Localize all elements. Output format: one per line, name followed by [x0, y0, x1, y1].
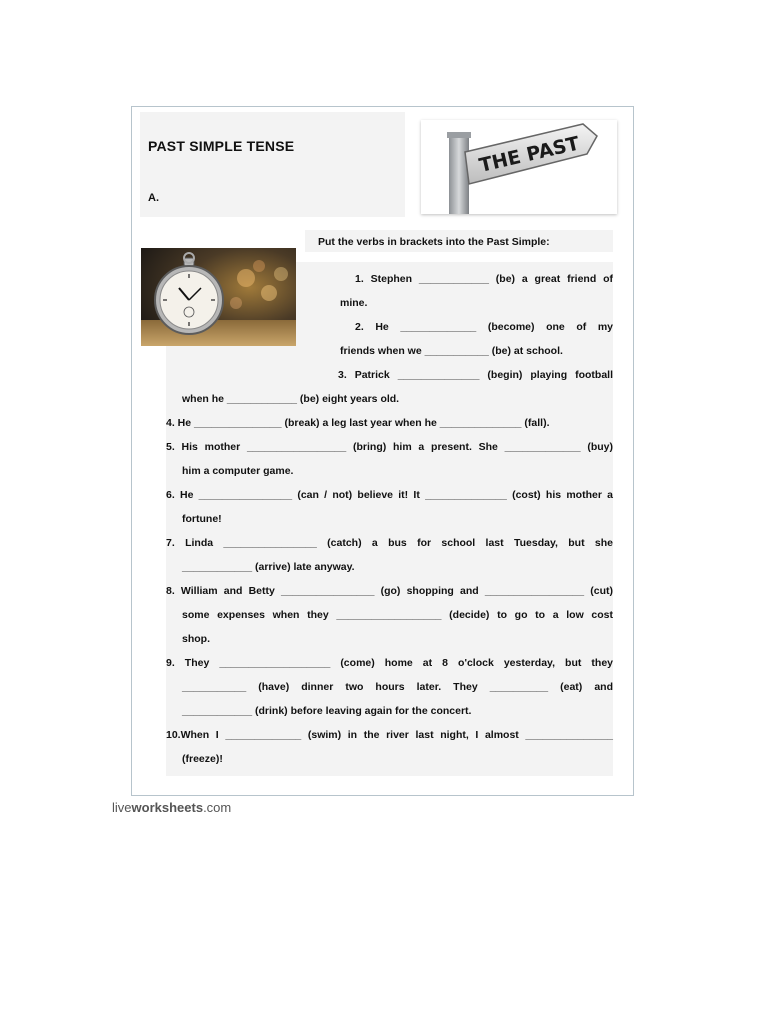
exercise-5-line-1: 5. His mother _________________ (bring) him a present. She _____________ (buy) — [166, 441, 613, 453]
exercise-7-line-2: ____________ (arrive) late anyway. — [182, 561, 355, 573]
pocket-watch-icon — [141, 248, 296, 346]
exercise-1-line-1: 1. Stephen ____________ (be) a great friend of — [355, 273, 613, 285]
exercise-5-line-2: him a computer game. — [182, 465, 294, 477]
exercise-10-line-2: (freeze)! — [182, 753, 223, 765]
exercise-1-line-2: mine. — [340, 297, 368, 309]
logo-tail-part: .com — [203, 800, 232, 815]
exercise-6-line-1: 6. He ________________ (can / not) believe it! It ______________ (cost) his mother a — [166, 489, 613, 501]
street-sign-icon — [421, 120, 617, 214]
liveworksheets-logo[interactable] — [112, 800, 231, 815]
exercise-2-line-1: 2. He _____________ (become) one of my — [355, 321, 613, 333]
the-past-sign-image — [421, 120, 617, 214]
exercise-2-line-2: friends when we ___________ (be) at school. — [340, 345, 563, 357]
exercise-4-line-1: 4. He _______________ (break) a leg last year when he ______________ (fall). — [166, 417, 550, 429]
exercise-8-line-3: shop. — [182, 633, 210, 645]
exercise-8-line-2: some expenses when they __________________ (decide) to go to a low cost — [182, 609, 613, 621]
exercise-9-line-1: 9. They ___________________ (come) home at 8 o'clock yesterday, but they — [166, 657, 613, 669]
pocket-watch-image — [141, 248, 296, 346]
page-title: PAST SIMPLE TENSE — [148, 138, 295, 154]
exercise-10-line-1: 10.When I _____________ (swim) in the river last night, I almost _______________ — [166, 729, 613, 741]
sign-text: THE PAST — [477, 132, 582, 177]
exercise-9-line-3: ____________ (drink) before leaving again for the concert. — [182, 705, 472, 717]
title-band — [140, 112, 405, 217]
exercise-8-line-1: 8. William and Betty ________________ (go) shopping and _________________ (cut) — [166, 585, 613, 597]
exercise-3-line-1: 3. Patrick ______________ (begin) playing football — [338, 369, 613, 381]
exercise-9-line-2: ___________ (have) dinner two hours later. They __________ (eat) and — [182, 681, 613, 693]
section-label: A. — [148, 192, 159, 204]
exercise-7-line-1: 7. Linda ________________ (catch) a bus for school last Tuesday, but she — [166, 537, 613, 549]
exercise-6-line-2: fortune! — [182, 513, 222, 525]
logo-bold-part: worksheets — [131, 800, 204, 815]
exercise-3-line-2: when he ____________ (be) eight years old. — [182, 393, 400, 405]
instruction-text: Put the verbs in brackets into the Past Simple: — [318, 236, 550, 248]
logo-light-part: live — [112, 800, 132, 815]
